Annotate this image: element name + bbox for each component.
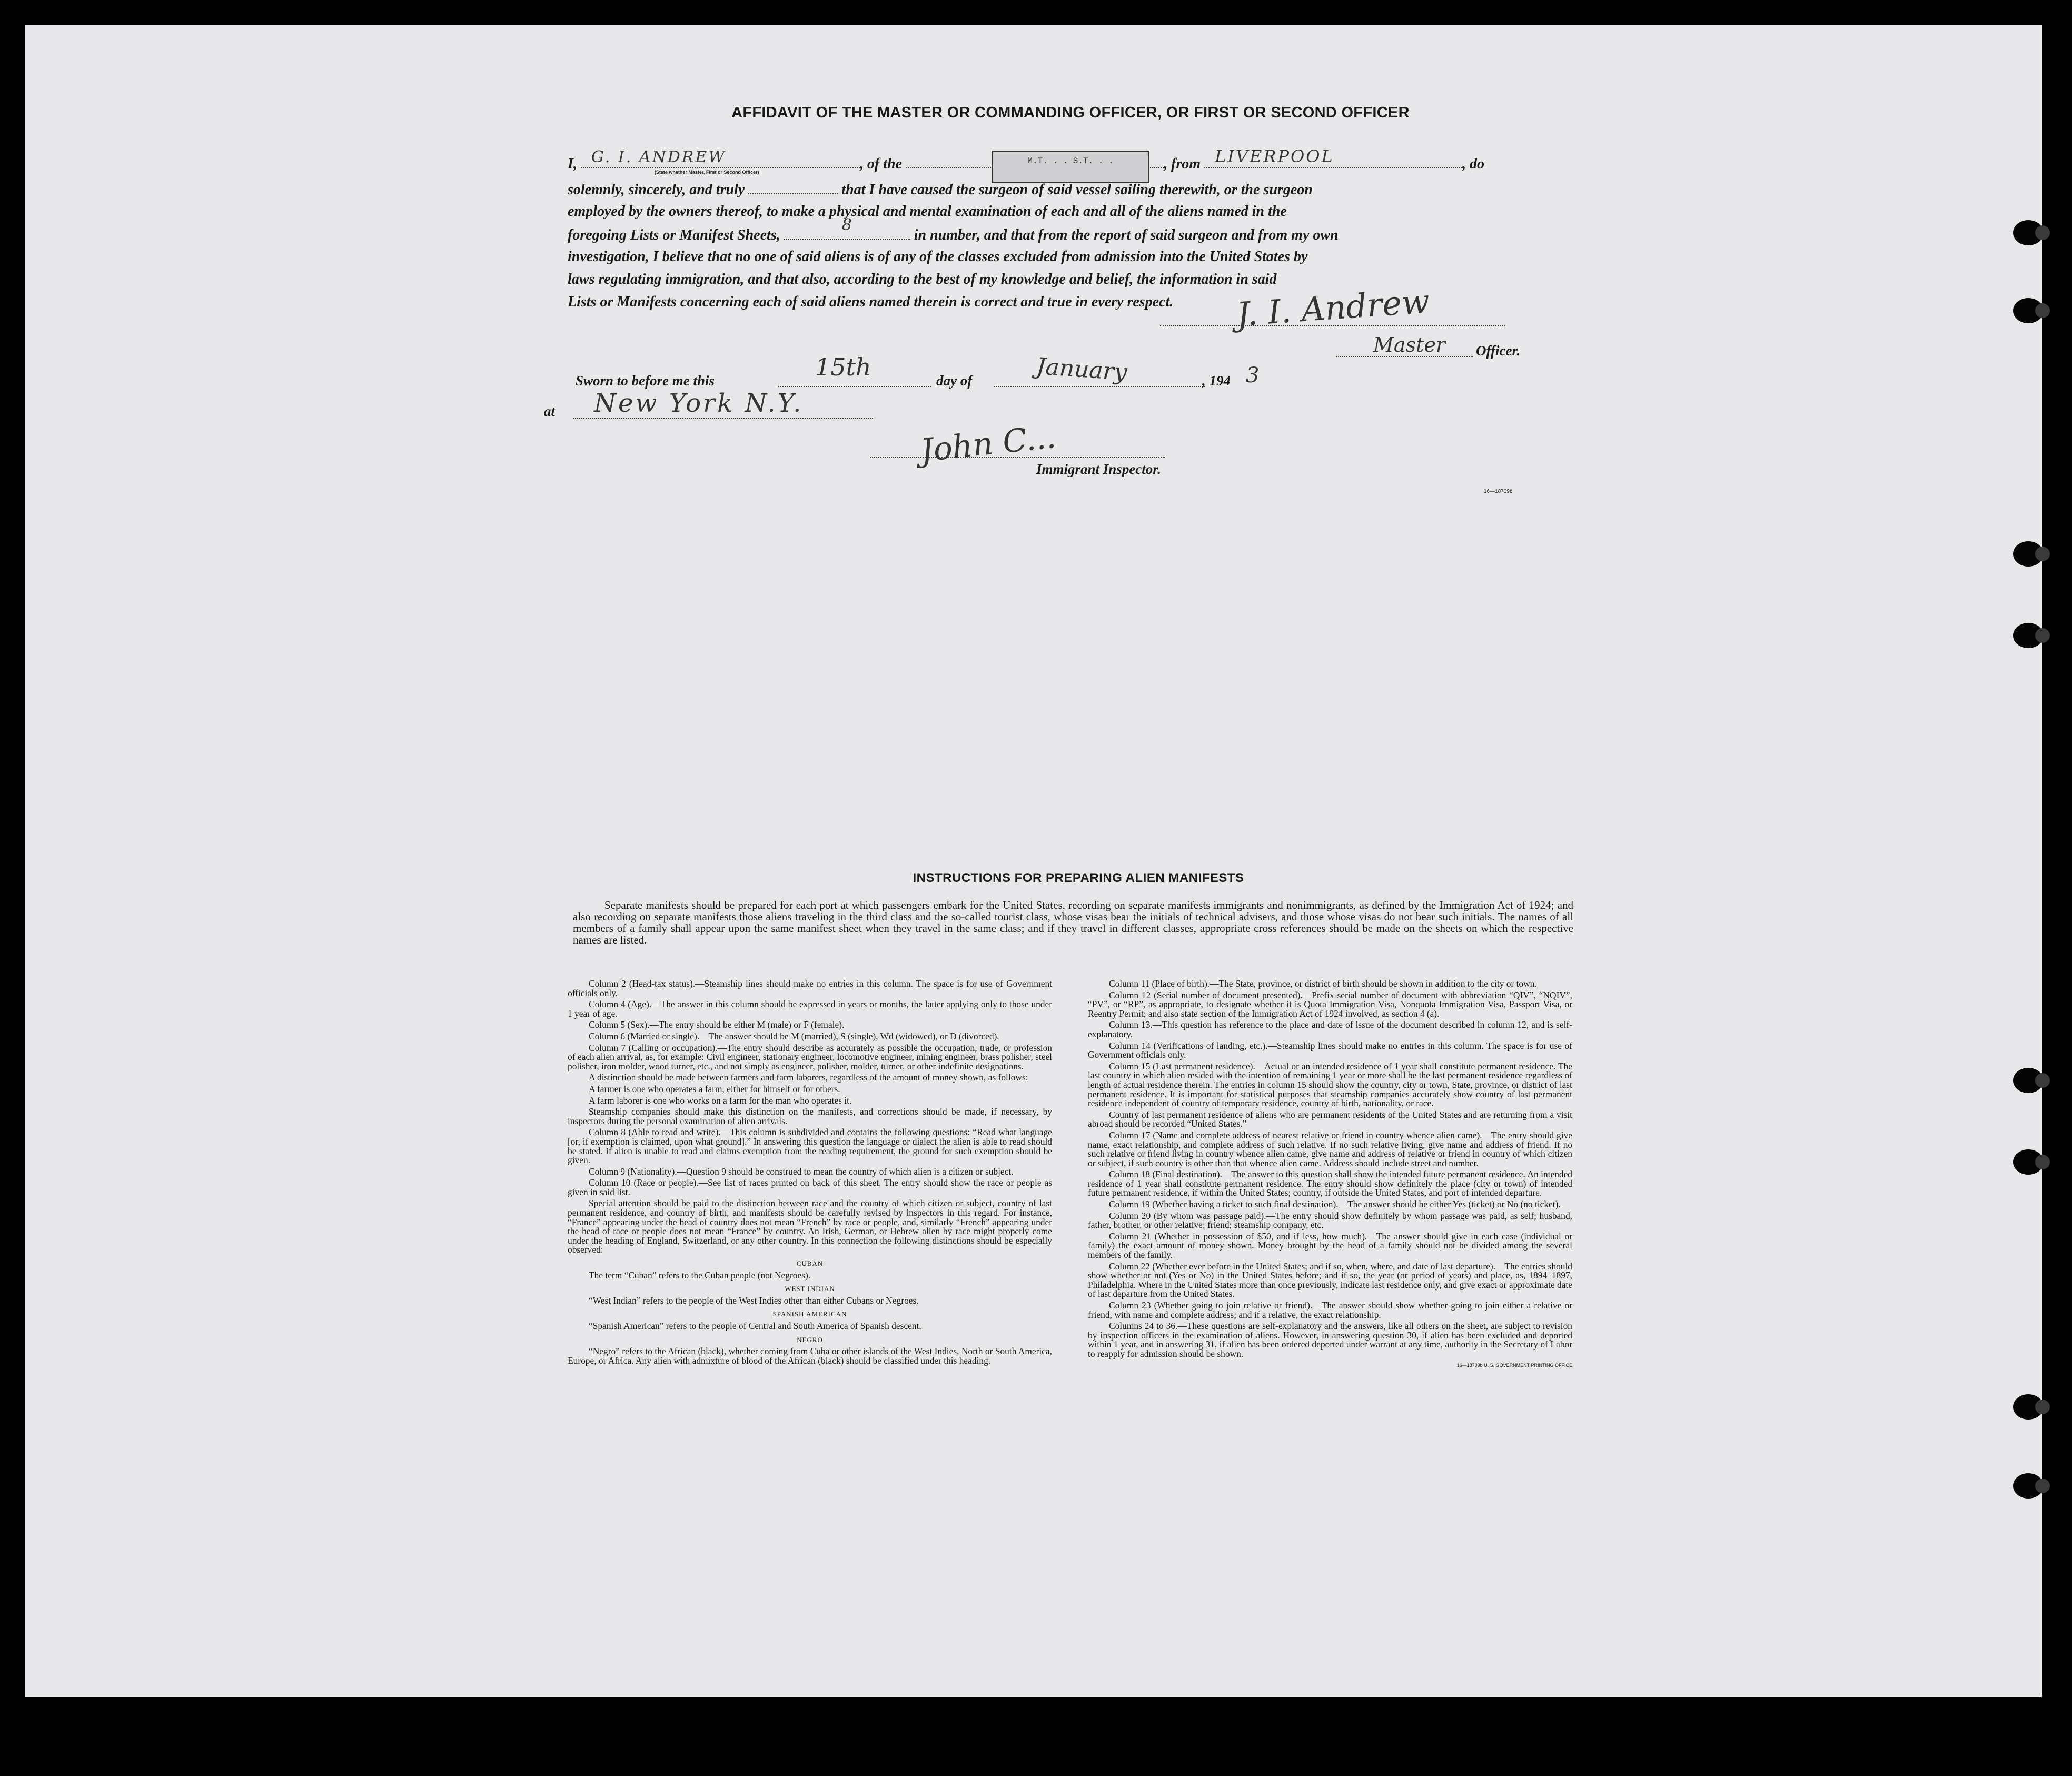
binder-hole (2013, 623, 2044, 648)
instruction-paragraph: Column 22 (Whether ever before in the United States; and if so, when, where, and date of last departure).—The entries should show whether or not (Yes or No) in the United States before; and if so, the year (or period of years) and place, as, 1894–1897, Philadelphia. Where in the United States more than once previously, indicate last residence only, and give exact or approximate date of last departure from the United States. (1088, 1261, 1572, 1299)
binder-hole (2013, 298, 2044, 323)
instruction-paragraph: Column 5 (Sex).—The entry should be either M (male) or F (female). (589, 1019, 845, 1030)
month-line (994, 386, 1205, 387)
instruction-paragraph: Column 21 (Whether in possession of $50, and if less, how much).—The answer should give in each case (individual or family) the exact amount of money shown. Money brought by the head of a family should not be divided among the several members of the family. (1088, 1231, 1572, 1261)
instruction-paragraph: A distinction should be made between farmers and farm laborers, regardless of the amount of money shown, as follows: (589, 1072, 1028, 1083)
vessel-stamp: M.T. . . S.T. . . (992, 151, 1149, 183)
instruction-paragraph: A farmer is one who operates a farm, either for himself or for others. (589, 1083, 840, 1094)
month-handwritten: January (1035, 353, 1128, 386)
sheets-count-handwritten: 8 (841, 216, 854, 234)
west-indian-definition: “West Indian” refers to the people of the West Indies other than either Cubans or Negroes. (589, 1295, 919, 1306)
at-label: at (544, 403, 556, 419)
instruction-paragraph: Column 12 (Serial number of document presented).—Prefix serial number of document with abbreviation “QIV”, “NQIV”, “PV”, or “RP”, as appropriate, to designate whether it is Quota Immigration Visa, Nonquota Immigration Visa, Passport Visa, or Reentry Permit; and also state section of the Immigration Act of 1924 involved, as section 4 (a). (1088, 989, 1572, 1019)
inspector-signature: John C... (919, 418, 1058, 470)
affidavit-title: AFFIDAVIT OF THE MASTER OR COMMANDING OFFICER, OR FIRST OR SECOND OFFICER (731, 104, 1410, 121)
instruction-paragraph: Column 6 (Married or single).—The answer should be M (married), S (single), Wd (widowed), or D (divorced). (589, 1030, 999, 1041)
affidavit-line-7: Lists or Manifests concerning each of said aliens named therein is correct and true in every respect. (568, 294, 1174, 310)
binder-hole (2013, 1473, 2044, 1499)
printing-office-footer: 16—18709b U. S. GOVERNMENT PRINTING OFFICE (1456, 1362, 1572, 1368)
instructions-right-column (1088, 979, 1572, 1372)
instruction-paragraph: Column 17 (Name and complete address of nearest relative or friend in country whence alien came).—The entry should give name, exact relationship, and complete address of such relative. If no such relative living, give name and address of friend. If no such relative or friend living in country whence alien came, give name and address of relative or friend in country of which citizen or subject, if such country is other than that whence alien came. Address should include street and number. (1088, 1129, 1572, 1168)
day-line (778, 386, 931, 387)
affidavit-line-6: laws regulating immigration, and that also, according to the best of my knowledge and belief, the information in said (568, 271, 1277, 287)
instructions-left-column (568, 979, 1052, 1367)
binder-hole (2013, 1394, 2044, 1420)
binder-hole (2013, 1149, 2044, 1175)
sworn-label: Sworn to before me this (576, 373, 715, 389)
place-handwritten: New York N.Y. (594, 389, 804, 418)
port-handwritten: LIVERPOOL (1215, 146, 1334, 166)
instruction-paragraph: Column 8 (Able to read and write).—This column is subdivided and contains the following questions: “Read what language [or, if exemption is claimed, upon what ground].” In answering this question the language or dialect the alien is able to read should be stated. If alien is unable to read and claims exemption from the reading requirement, the ground for such exemption should be given. (568, 1127, 1052, 1166)
officer-label: Officer. (1476, 343, 1521, 359)
binder-hole (2013, 541, 2044, 567)
affidavit-line-5: investigation, I believe that no one of said aliens is of any of the classes excluded from admission into the United States by (568, 249, 1308, 265)
cuban-heading: CUBAN (796, 1259, 824, 1268)
spanish-american-heading: SPANISH AMERICAN (772, 1310, 847, 1318)
negro-definition: “Negro” refers to the African (black), whether coming from Cuba or other islands of the West Indies, North or South America, Europe, or Africa. Any alien with admixture of blood of the African (black) should be classified under this heading. (568, 1346, 1052, 1366)
binder-hole (2013, 220, 2044, 245)
officer-name-field (581, 148, 860, 175)
year-prefix: , 194 (1202, 373, 1231, 389)
instructions-intro: Separate manifests should be prepared for each port at which passengers embark for the United States, recording on separate manifests immigrants and nonimmigrants, as defined by the Immigration Act of 1924; and also recording on separate manifests those aliens traveling in the third class and the so-called tourist class, whose visas bear the initials of technical advisers, and those whose visas do not bear such initials. The names of all members of a family shall appear upon the same manifest sheet when they travel in the same class; and if they travel in different classes, appropriate cross references should be made on the sheets on which the respective names are listed. (573, 899, 1573, 946)
instruction-paragraph: Column 11 (Place of birth).—The State, province, or district of birth should be shown in addition to the city or town. (1109, 978, 1537, 989)
instruction-paragraph: A farm laborer is one who works on a farm for the man who operates it. (589, 1095, 852, 1106)
form-number: 16—18709b (1484, 489, 1513, 494)
instruction-paragraph: Special attention should be paid to the distinction between race and the country of which citizen or subject, country of last permanent residence, and country of birth, and manifests should be carefully revised by inspectors in this regard. For instance, “France” appearing under the head of country does not mean “French” by race or people, and, similarly “French” appearing under the head of race or people does not mean “France” by country. An Irish, German, or Hebrew alien by race might properly come under the heading of England, Switzerland, or any other country. In this connection the following distinctions should be especially observed: (568, 1198, 1052, 1255)
affidavit-line-3: employed by the owners thereof, to make a physical and mental examination of each and all of the aliens named in the (568, 203, 1287, 220)
instruction-paragraph: Column 9 (Nationality).—Question 9 should be construed to mean the country of which alien is a citizen or subject. (589, 1166, 1014, 1177)
affidavit-line-1: I, G. I. ANDREW (State whether Master, First or Second Officer) , of the , from LIVERPOOL , do (568, 146, 1485, 175)
instruction-paragraph: Column 14 (Verifications of landing, etc.).—Steamship lines should make no entries in this column. The space is for use of Government officials only. (1088, 1040, 1572, 1060)
negro-heading: NEGRO (797, 1335, 823, 1344)
inspector-label: Immigrant Inspector. (1036, 461, 1162, 477)
affidavit-line-4: foregoing Lists or Manifest Sheets, 8 in number, and that from the report of said surgeon and from my own (568, 216, 1339, 243)
affidavit-line-2: solemnly, sincerely, and truly that I have caused the surgeon of said vessel sailing therewith, or the surgeon (568, 182, 1313, 198)
spanish-american-definition: “Spanish American” refers to the people of Central and South America of Spanish descent. (589, 1321, 921, 1331)
officer-name-handwritten: G. I. ANDREW (591, 148, 727, 166)
west-indian-heading: WEST INDIAN (785, 1285, 835, 1293)
sheets-count-field (784, 216, 910, 240)
instruction-paragraph: Column 15 (Last permanent residence).—Actual or an intended residence of 1 year shall constitute permanent residence. The last country in which alien resided with the intention of remaining 1 year or more shall be the last permanent residence regardless of length of actual residence therein. The entries in column 15 should show the country, city or town, State, province, or district of last permanent residence. It is important for statistical purposes that steamship companies accurately show country of last permanent residence independent of country of temporary residence, country of birth, nationality, or race. (1088, 1060, 1572, 1109)
instruction-paragraph: Column 10 (Race or people).—See list of races printed on back of this sheet. The entry should show the race or people as given in said list. (568, 1177, 1052, 1197)
binder-hole (2013, 1068, 2044, 1093)
instructions-title: INSTRUCTIONS FOR PREPARING ALIEN MANIFESTS (913, 871, 1244, 885)
instruction-paragraph: Column 19 (Whether having a ticket to such final destination).—The answer should be either Yes (ticket) or No (no ticket). (1109, 1199, 1561, 1210)
manifest-sheet (25, 25, 2042, 1697)
instruction-paragraph: Column 4 (Age).—The answer in this column should be expressed in years or months, the latter applying only to those under 1 year of age. (568, 999, 1052, 1019)
instruction-paragraph: Column 20 (By whom was passage paid).—The entry should show definitely by whom passage was paid, as self; husband, father, brother, or other relative; friend; steamship company, etc. (1088, 1210, 1572, 1231)
instruction-paragraph: Column 7 (Calling or occupation).—The entry should describe as accurately as possible the occupation, trade, or profession of each alien arrival, as, for example: Civil engineer, stationary engineer, locomotive engineer, mining engineer, brass polisher, steel polisher, iron molder, wood turner, etc., and not simply as engineer, polisher, molder, turner, or other indefinite designations. (568, 1042, 1052, 1071)
oath-field (748, 181, 838, 194)
officer-rank-handwritten: Master (1373, 333, 1445, 356)
instruction-paragraph: Steamship companies should make this distinction on the manifests, and corrections should be made, if necessary, by inspectors during the personal examination of alien arrivals. (568, 1106, 1052, 1126)
day-handwritten: 15th (815, 353, 871, 381)
master-signature: J. I. Andrew (1235, 282, 1431, 334)
cuban-definition: The term “Cuban” refers to the Cuban people (not Negroes). (589, 1269, 811, 1281)
instruction-paragraph: Column 18 (Final destination).—The answer to this question shall show the intended future permanent residence. An intended residence of 1 year shall constitute permanent residence. The entry should show definitely the place (city or town) of intended future permanent residence, if within the United States; country, if outside the United States, and port of intended departure. (1088, 1169, 1572, 1198)
instruction-paragraph: Column 23 (Whether going to join relative or friend).—The answer should show whether going to join either a relative or friend, with name and complete address; and if a relative, the exact relationship. (1088, 1300, 1572, 1320)
instruction-paragraph: Column 2 (Head-tax status).—Steamship lines should make no entries in this column. The space is for use of Government officials only. (568, 978, 1052, 998)
instruction-paragraph: Column 13.—This question has reference to the place and date of issue of the document described in column 12, and is self-explanatory. (1088, 1019, 1572, 1039)
instruction-paragraph: Columns 24 to 36.—These questions are self-explanatory and the answers, like all others on the sheet, are subject to revision by inspection officers in the examination of aliens. However, in answering question 30, if alien has been excluded and deported within 1 year, and in answering 31, if alien has been ordered deported under warrant at any time, authority in the Secretary of Labor to reapply for admission should be shown. (1088, 1321, 1572, 1359)
day-of-label: day of (936, 373, 973, 389)
instruction-paragraph: Country of last permanent residence of aliens who are permanent residents of the United States and are returning from a visit abroad should be recorded “United States.” (1088, 1109, 1572, 1129)
port-field (1204, 146, 1462, 168)
year-handwritten: 3 (1246, 363, 1260, 388)
officer-name-caption: (State whether Master, First or Second Officer) (654, 170, 759, 175)
